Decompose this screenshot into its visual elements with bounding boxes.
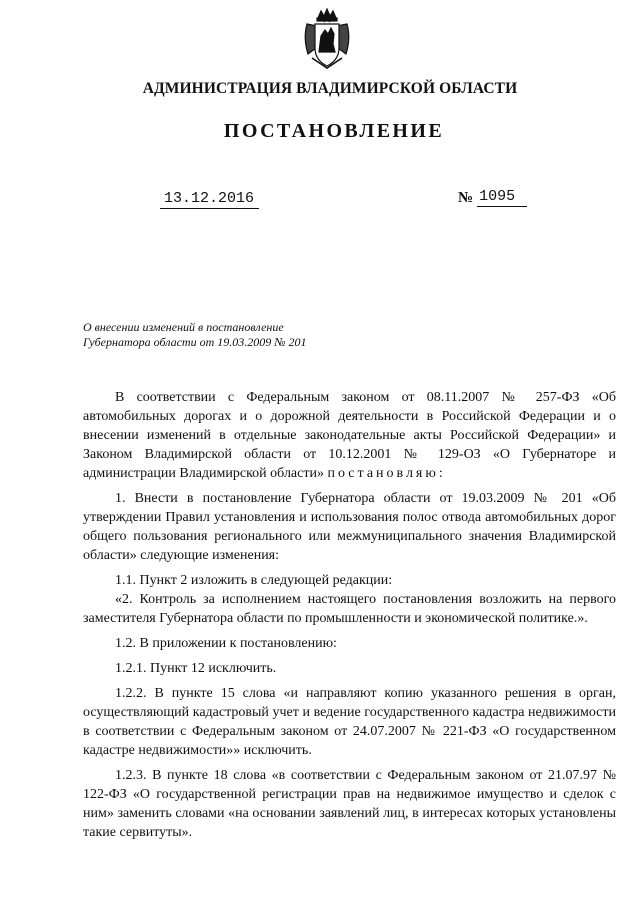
number-label: № xyxy=(458,190,474,206)
paragraph-1-1-text: «2. Контроль за исполнением настоящего постановления возложить на первого заместителя Губернатора области по промышленности и экономической политике.». xyxy=(83,592,616,626)
paragraph-1-2-3: 1.2.3. В пункте 18 слова «в соответствии с Федеральным законом от 21.07.97 № 122-ФЗ «О государственной регистрации прав на недвижимое имущество и сделок с ним» заменить словами «на основании заявлений лиц, в интересах которых установлены такие сервитуты». xyxy=(83,768,616,840)
decree-word: постановляю: xyxy=(327,466,446,481)
preamble-paragraph xyxy=(83,388,616,483)
document-number xyxy=(458,188,527,207)
paragraph-1-2-1: 1.2.1. Пункт 12 исключить. xyxy=(115,661,277,676)
preamble-text: В соответствии с Федеральным законом от 08.11.2007 № 257-ФЗ «Об автомобильных дорогах и о дорожной деятельности в Российской Федерации и о внесении изменений в отдельные законодательные акты Российской Федерации» и Законом Владимирской области от 10.12.2001 № 129-ОЗ «О Губернаторе и администрации Владимирской области» xyxy=(83,390,616,481)
paragraph-1-1: 1.1. Пункт 2 изложить в следующей редакции: xyxy=(115,573,393,588)
subject-line: О внесении изменений в постановление xyxy=(83,320,284,334)
number-value: 1095 xyxy=(477,188,527,207)
document-type-title: ПОСТАНОВЛЕНИЕ xyxy=(223,120,445,142)
coat-of-arms-icon xyxy=(302,8,352,70)
subject-line: Губернатора области от 19.03.2009 № 201 xyxy=(83,335,307,349)
document-body xyxy=(83,388,616,842)
document-date: 13.12.2016 xyxy=(160,190,259,209)
paragraph-1-2: 1.2. В приложении к постановлению: xyxy=(115,636,337,651)
organization-name: АДМИНИСТРАЦИЯ ВЛАДИМИРСКОЙ ОБЛАСТИ xyxy=(142,80,518,97)
paragraph-1-2-2: 1.2.2. В пункте 15 слова «и направляют копию указанного решения в орган, осуществляющий кадастровый учет и ведение государственного кадастра недвижимости в соответствии с Федеральным законом от 24.07.2007 № 221-ФЗ «О государственном кадастре недвижимости»» исключить. xyxy=(83,686,616,758)
paragraph-1: 1. Внести в постановление Губернатора области от 19.03.2009 № 201 «Об утверждении Правил установления и использования полос отвода автомобильных дорог общего пользования регионального или межмуниципального значения Владимирской области» следующие изменения: xyxy=(83,491,616,563)
document-subject xyxy=(83,320,373,350)
